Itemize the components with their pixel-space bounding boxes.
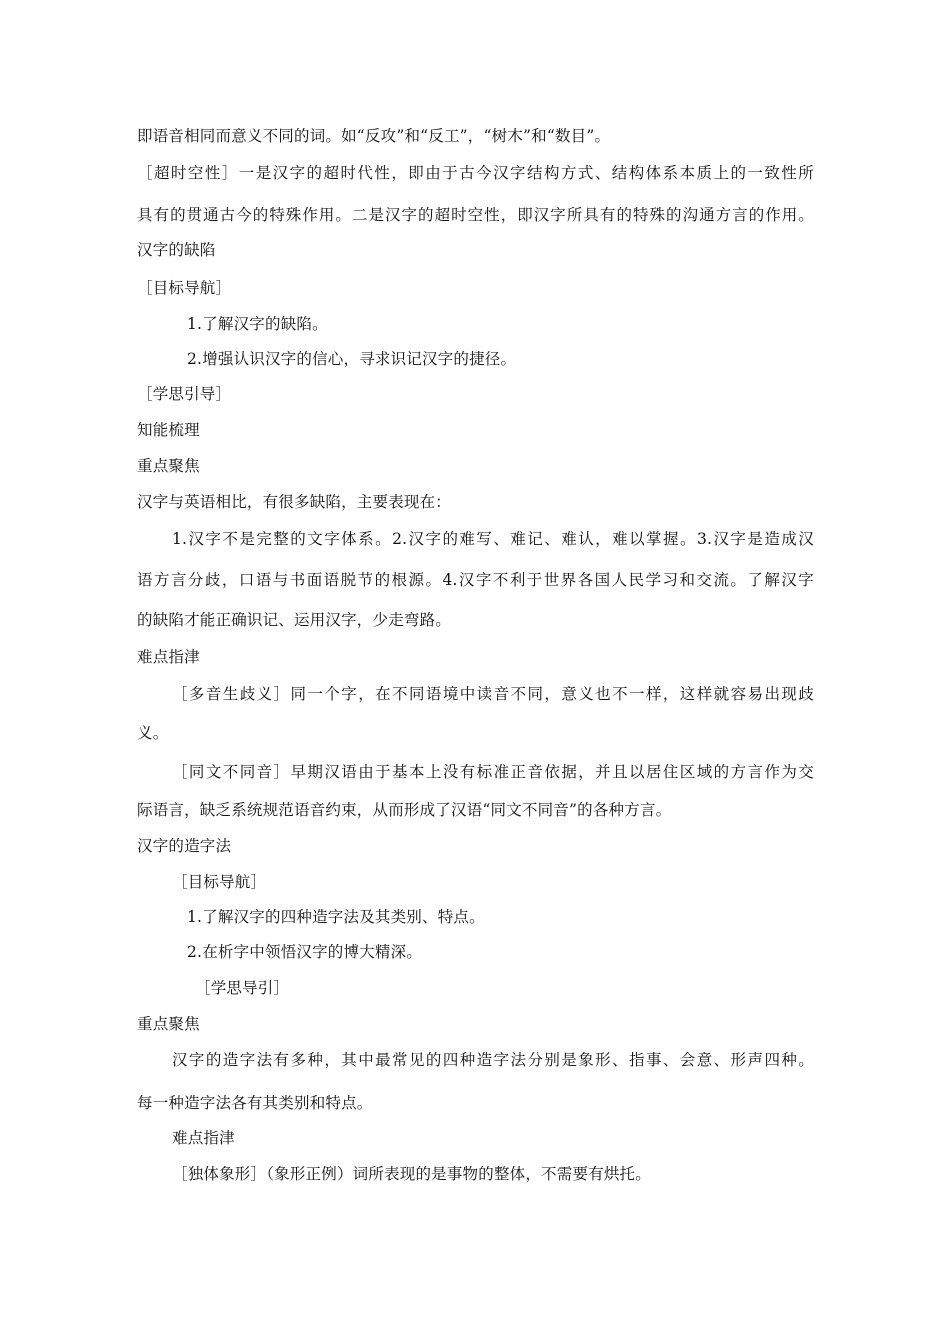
- paragraph-line: 1.汉字不是完整的文字体系。2.汉字的难写、难记、难认，难以掌握。3.汉字是造成汉: [172, 530, 814, 548]
- subsection-heading: 难点指津: [172, 1129, 235, 1147]
- paragraph-line: 汉字与英语相比，有很多缺陷，主要表现在：: [137, 493, 452, 511]
- subsection-label: ［目标导航］: [137, 279, 232, 297]
- paragraph-line: ［多音生歧义］同一个字，在不同语境中读音不同，意义也不一样，这样就容易出现歧: [172, 685, 814, 703]
- paragraph-line: ［独体象形］（象形正例）词所表现的是事物的整体，不需要有烘托。: [172, 1165, 651, 1183]
- section-heading: 汉字的缺陷: [137, 241, 216, 259]
- subsection-heading: 知能梳理: [137, 421, 200, 439]
- paragraph-line: 即语音相同而意义不同的词。如“反攻”和“反工”，“树木”和“数目”。: [137, 127, 611, 145]
- paragraph-line: 义。: [137, 724, 169, 742]
- section-heading: 汉字的造字法: [137, 837, 232, 855]
- paragraph-line: 每一种造字法各有其类别和特点。: [137, 1094, 373, 1112]
- paragraph-line: 际语言，缺乏系统规范语音约束，从而形成了汉语“同文不同音”的各种方言。: [137, 801, 672, 819]
- paragraph-line: 汉字的造字法有多种，其中最常见的四种造字法分别是象形、指事、会意、形声四种。: [172, 1051, 814, 1069]
- paragraph-line: 语方言分歧，口语与书面语脱节的根源。4.汉字不利于世界各国人民学习和交流。了解汉字: [137, 571, 814, 589]
- list-item: 1.了解汉字的四种造字法及其类别、特点。: [187, 908, 485, 926]
- list-item: 2.增强认识汉字的信心，寻求识记汉字的捷径。: [187, 350, 517, 368]
- subsection-label: ［目标导航］: [172, 873, 267, 891]
- paragraph-line: ［超时空性］一是汉字的超时代性，即由于古今汉字结构方式、结构体系本质上的一致性所: [137, 164, 814, 182]
- list-item: 2.在析字中领悟汉字的博大精深。: [187, 943, 422, 961]
- subsection-label: ［学思导引］: [195, 979, 290, 997]
- paragraph-line: ［同文不同音］早期汉语由于基本上没有标准正音依据，并且以居住区域的方言作为交: [172, 763, 814, 781]
- subsection-heading: 难点指津: [137, 648, 200, 666]
- paragraph-line: 具有的贯通古今的特殊作用。二是汉字的超时空性，即汉字所具有的特殊的沟通方言的作用。: [137, 206, 814, 224]
- subsection-heading: 重点聚焦: [137, 1015, 200, 1033]
- list-item: 1.了解汉字的缺陷。: [187, 315, 328, 333]
- subsection-label: ［学思引导］: [137, 385, 232, 403]
- subsection-heading: 重点聚焦: [137, 457, 200, 475]
- paragraph-line: 的缺陷才能正确识记、运用汉字，少走弯路。: [137, 611, 452, 629]
